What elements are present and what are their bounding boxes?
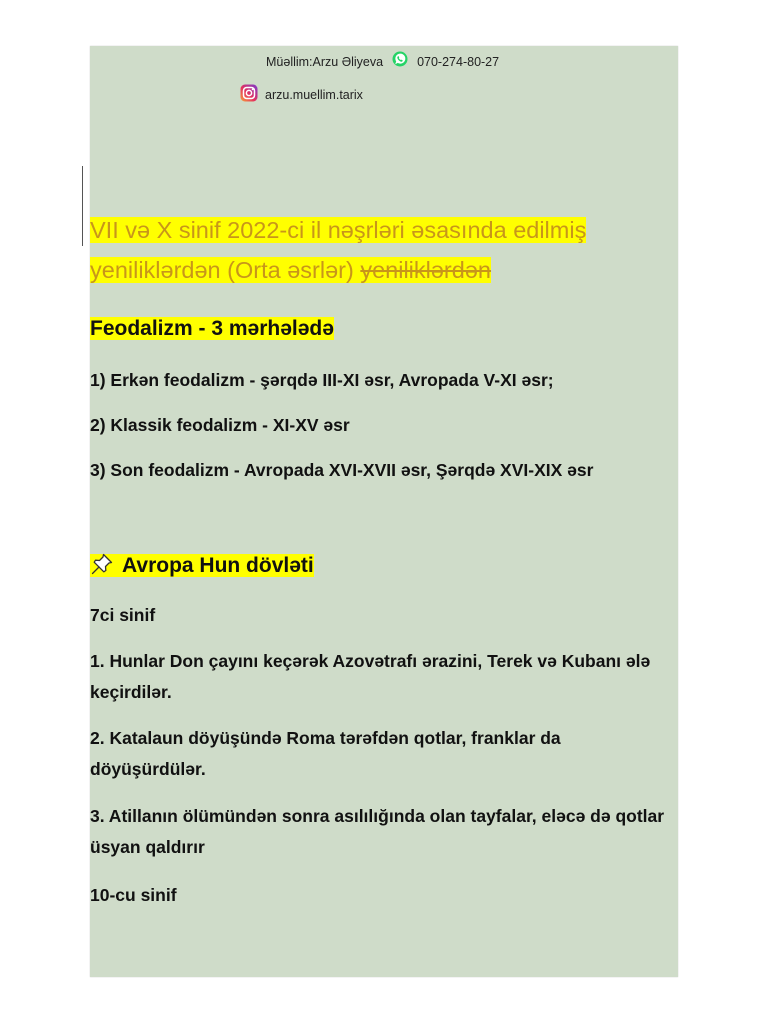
- feodalizm-heading-text: Feodalizm - 3 mərhələdə: [90, 317, 334, 340]
- grade-7-label: 7ci sinif: [90, 605, 156, 625]
- document-page: [90, 46, 678, 977]
- instagram-line: [240, 86, 363, 104]
- title-line-2: [90, 257, 491, 283]
- instagram-handle: arzu.muellim.tarix: [265, 88, 363, 102]
- title-line-2-main: yeniliklərdən (Orta əsrlər): [90, 257, 361, 283]
- teacher-name: Müəllim:Arzu Əliyeva: [266, 55, 384, 69]
- feodalizm-item-2: 2) Klassik feodalizm - XI-XV əsr: [90, 415, 350, 435]
- pushpin-icon: [90, 552, 114, 576]
- hun-point-2: 2. Katalaun döyüşündə Roma tərəfdən qotlar, franklar da döyüşürdülər.: [90, 728, 561, 779]
- contact-line: [266, 54, 499, 70]
- page-title: [90, 210, 678, 290]
- hun-heading-highlight: [90, 554, 314, 577]
- hun-point-1: 1. Hunlar Don çayını keçərək Azovətrafı ərazini, Terek və Kubanı ələ keçirdilər.: [90, 651, 651, 702]
- feodalizm-item-1: 1) Erkən feodalizm - şərqdə III-XI əsr, Avropada V-XI əsr;: [90, 370, 554, 390]
- hun-point-3: 3. Atillanın ölümündən sonra asılılığında olan tayfalar, eləcə də qotlar üsyan qaldırır: [90, 806, 665, 857]
- instagram-icon: [240, 84, 258, 102]
- phone-number: 070-274-80-27: [417, 55, 500, 69]
- text-cursor: [82, 166, 83, 246]
- feodalizm-heading: [90, 313, 334, 345]
- grade-10-label: 10-cu sinif: [90, 885, 177, 905]
- feodalizm-item-3: 3) Son feodalizm - Avropada XVI-XVII əsr, Şərqdə XVI-XIX əsr: [90, 460, 594, 480]
- hun-heading: [90, 550, 314, 582]
- title-line-1: VII və X sinif 2022-ci il nəşrləri əsasında edilmiş: [90, 217, 587, 243]
- whatsapp-icon: [392, 51, 408, 67]
- hun-heading-text: Avropa Hun dövləti: [122, 554, 314, 577]
- title-struck-word: yeniliklərdən: [360, 257, 491, 283]
